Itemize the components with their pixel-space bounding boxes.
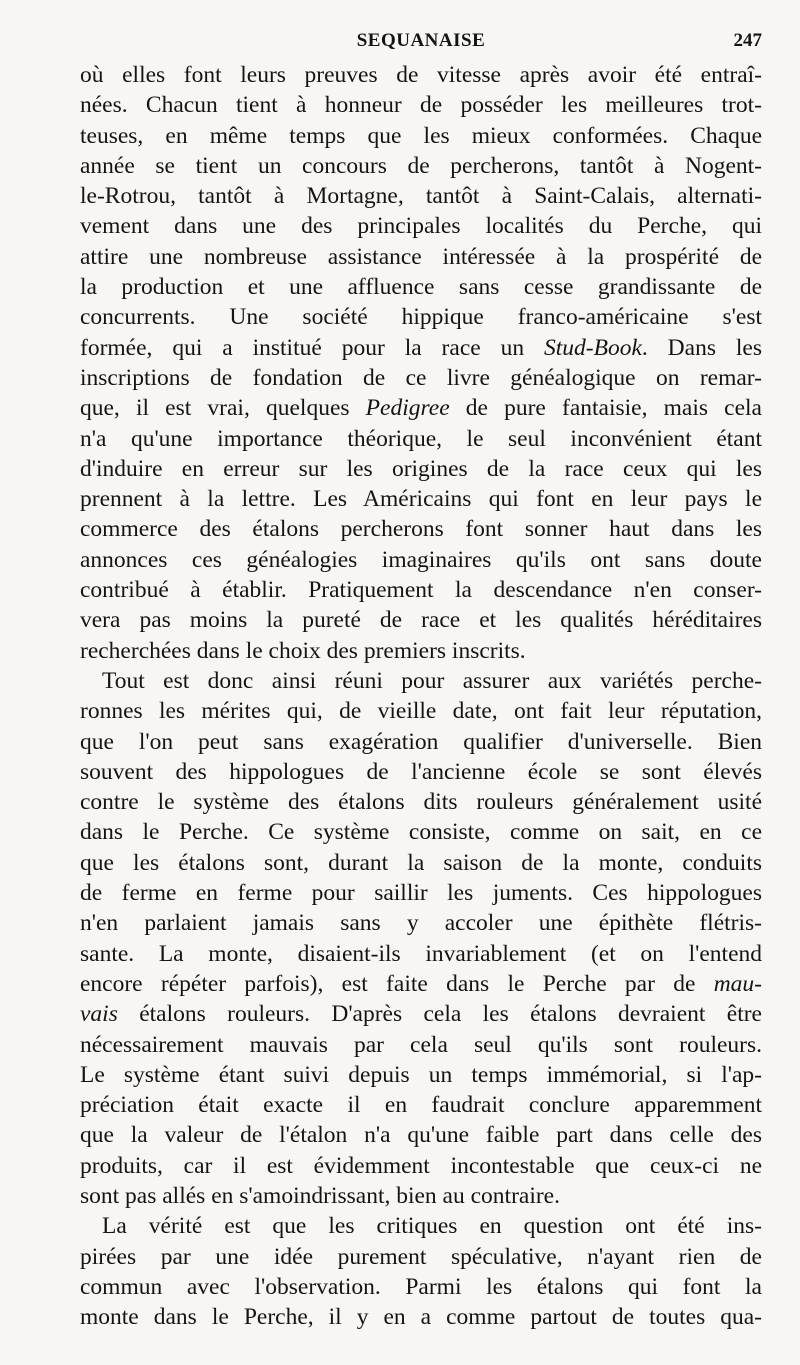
text-line: formée, qui a institué pour la race un Stud-Book. Dans les xyxy=(80,334,762,361)
text-line: Tout est donc ainsi réuni pour assurer aux variétés perche- xyxy=(102,667,762,694)
text-line: annonces ces généalogies imaginaires qu'ils ont sans doute xyxy=(80,546,762,573)
text-line: teuses, en même temps que les mieux conformées. Chaque xyxy=(80,122,762,149)
italic-term: Pedigree xyxy=(365,395,450,422)
text-line: que, il est vrai, quelques Pedigree de pure fantaisie, mais cela xyxy=(80,395,762,422)
body-text xyxy=(80,60,762,1332)
text-line: contre le système des étalons dits rouleurs généralement usité xyxy=(80,789,762,816)
text-line: commun avec l'observation. Parmi les étalons qui font la xyxy=(80,1273,762,1300)
text-line: contribué à établir. Pratiquement la descendance n'en conser- xyxy=(80,577,762,604)
text-line: encore répéter parfois), est faite dans le Perche par de mau- xyxy=(80,970,762,997)
text-line: que l'on peut sans exagération qualifier d'universelle. Bien xyxy=(80,728,762,755)
text-line: où elles font leurs preuves de vitesse après avoir été entraî- xyxy=(80,62,762,88)
text-line: sante. La monte, disaient-ils invariablement (et on l'entend xyxy=(80,940,762,967)
paragraph xyxy=(80,666,762,1211)
text-line: Le système étant suivi depuis un temps immémorial, si l'ap- xyxy=(80,1061,762,1088)
text-line: n'a qu'une importance théorique, le seul inconvénient étant xyxy=(80,425,762,452)
text-line: sont pas allés en s'amoindrissant, bien au contraire. xyxy=(80,1182,560,1209)
italic-term: Stud-Book xyxy=(544,334,642,361)
text-line: concurrents. Une société hippique franco-américaine s'est xyxy=(80,304,762,331)
text-line: préciation était exacte il en faudrait conclure apparemment xyxy=(80,1092,762,1119)
text-line: vais étalons rouleurs. D'après cela les étalons devraient être xyxy=(80,1001,762,1028)
italic-term: mau- xyxy=(713,970,762,997)
paragraph xyxy=(80,1211,762,1332)
italic-term: vais xyxy=(80,1001,118,1028)
text-line: le-Rotrou, tantôt à Mortagne, tantôt à Saint-Calais, alternati- xyxy=(80,183,762,210)
paragraph xyxy=(80,60,762,666)
text-line: inscriptions de fondation de ce livre généalogique on remar- xyxy=(80,364,762,391)
text-line: commerce des étalons percherons font sonner haut dans les xyxy=(80,516,762,543)
header-title: SEQUANAISE xyxy=(356,30,486,51)
text-line: que les étalons sont, durant la saison de la monte, conduits xyxy=(80,849,762,876)
text-line: vement dans une des principales localités du Perche, qui xyxy=(80,213,762,240)
text-line: monte dans le Perche, il y en a comme partout de toutes qua- xyxy=(80,1304,762,1331)
text-line: nées. Chacun tient à honneur de posséder les meilleures trot- xyxy=(80,92,762,119)
text-line: attire une nombreuse assistance intéressée à la prospérité de xyxy=(80,243,762,270)
text-line: nécessairement mauvais par cela seul qu'ils sont rouleurs. xyxy=(80,1031,762,1058)
text-line: La vérité est que les critiques en question ont été ins- xyxy=(102,1213,762,1240)
text-line: d'induire en erreur sur les origines de la race ceux qui les xyxy=(80,455,762,482)
text-line: recherchées dans le choix des premiers inscrits. xyxy=(80,637,526,664)
page-number: 247 xyxy=(733,30,762,51)
text-line: pirées par une idée purement spéculative, n'ayant rien de xyxy=(80,1243,762,1270)
text-line: vera pas moins la pureté de race et les qualités héréditaires xyxy=(80,607,762,634)
text-line: ronnes les mérites qui, de vieille date, ont fait leur réputation, xyxy=(80,698,762,725)
text-line: n'en parlaient jamais sans y accoler une épithète flétris- xyxy=(80,910,762,937)
running-head xyxy=(80,30,762,56)
text-line: la production et une affluence sans cesse grandissante de xyxy=(80,274,762,301)
text-line: produits, car il est évidemment incontestable que ceux-ci ne xyxy=(80,1152,762,1179)
text-line: de ferme en ferme pour saillir les juments. Ces hippologues xyxy=(80,880,762,907)
text-line: dans le Perche. Ce système consiste, comme on sait, en ce xyxy=(80,819,762,846)
text-line: que la valeur de l'étalon n'a qu'une faible part dans celle des xyxy=(80,1122,762,1149)
text-line: prennent à la lettre. Les Américains qui font en leur pays le xyxy=(80,486,762,513)
text-line: année se tient un concours de percherons, tantôt à Nogent- xyxy=(80,152,762,179)
text-line: souvent des hippologues de l'ancienne école se sont élevés xyxy=(80,758,762,785)
